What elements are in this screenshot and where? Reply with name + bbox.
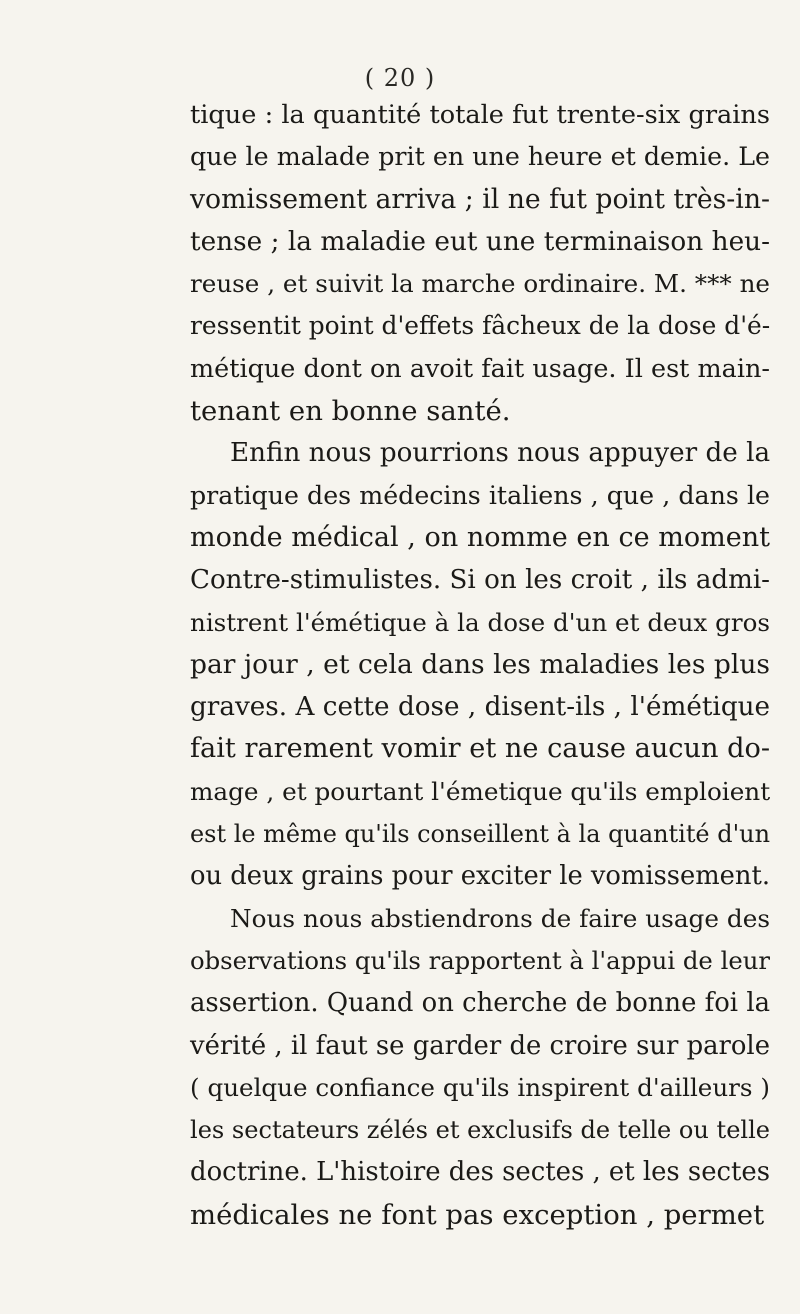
text-line: assertion. Quand on cherche de bonne foi la <box>190 988 770 1019</box>
text-line: médicales ne font pas exception , permet <box>190 1198 765 1231</box>
text-line: que le malade prit en une heure et demie. Le <box>190 142 770 172</box>
text-line: vérité , il faut se garder de croire sur parole <box>190 1030 770 1061</box>
paragraph-3 <box>190 898 770 1236</box>
text-line: tenant en bonne santé. <box>190 395 511 428</box>
text-line: tense ; la maladie eut une terminaison heu- <box>190 226 770 257</box>
text-line: métique dont on avoit fait usage. Il est main- <box>190 353 770 384</box>
text-line: vomissement arriva ; il ne fut point très-in- <box>190 183 770 215</box>
text-line: est le même qu'ils conseillent à la quantité d'un <box>190 820 770 849</box>
text-line: reuse , et suivit la marche ordinaire. M. *** ne <box>190 269 770 299</box>
page-number: ( 20 ) <box>364 64 436 92</box>
text-line: monde médical , on nomme en ce moment <box>190 521 770 553</box>
text-line: mage , et pourtant l'émetique qu'ils emploient <box>190 776 771 806</box>
text-line: observations qu'ils rapportent à l'appui de leur <box>190 945 770 975</box>
text-line: ressentit point d'effets fâcheux de la dose d'é- <box>190 311 771 341</box>
text-line: les sectateurs zélés et exclusifs de telle ou telle <box>190 1116 771 1145</box>
text-line: doctrine. L'histoire des sectes , et les sectes <box>190 1157 771 1188</box>
paragraph-1 <box>190 94 770 432</box>
text-line: ( quelque confiance qu'ils inspirent d'ailleurs ) <box>190 1072 770 1102</box>
body-text <box>190 94 770 1236</box>
text-line: Nous nous abstiendrons de faire usage des <box>230 903 770 933</box>
text-line: nistrent l'émétique à la dose d'un et deux gros <box>190 607 770 637</box>
paragraph-2 <box>190 432 770 897</box>
text-line: Contre-stimulistes. Si on les croit , ils admi- <box>190 565 770 596</box>
text-line: graves. A cette dose , disent-ils , l'émétique <box>190 692 770 723</box>
text-line: fait rarement vomir et ne cause aucun do- <box>190 733 771 765</box>
text-line: Enfin nous pourrions nous appuyer de la <box>230 438 771 469</box>
text-line: ou deux grains pour exciter le vomissement. <box>190 861 771 892</box>
text-line: pratique des médecins italiens , que , dans le <box>190 480 770 510</box>
text-line: tique : la quantité totale fut trente-six grains <box>190 100 770 130</box>
text-line: par jour , et cela dans les maladies les plus <box>190 648 770 680</box>
